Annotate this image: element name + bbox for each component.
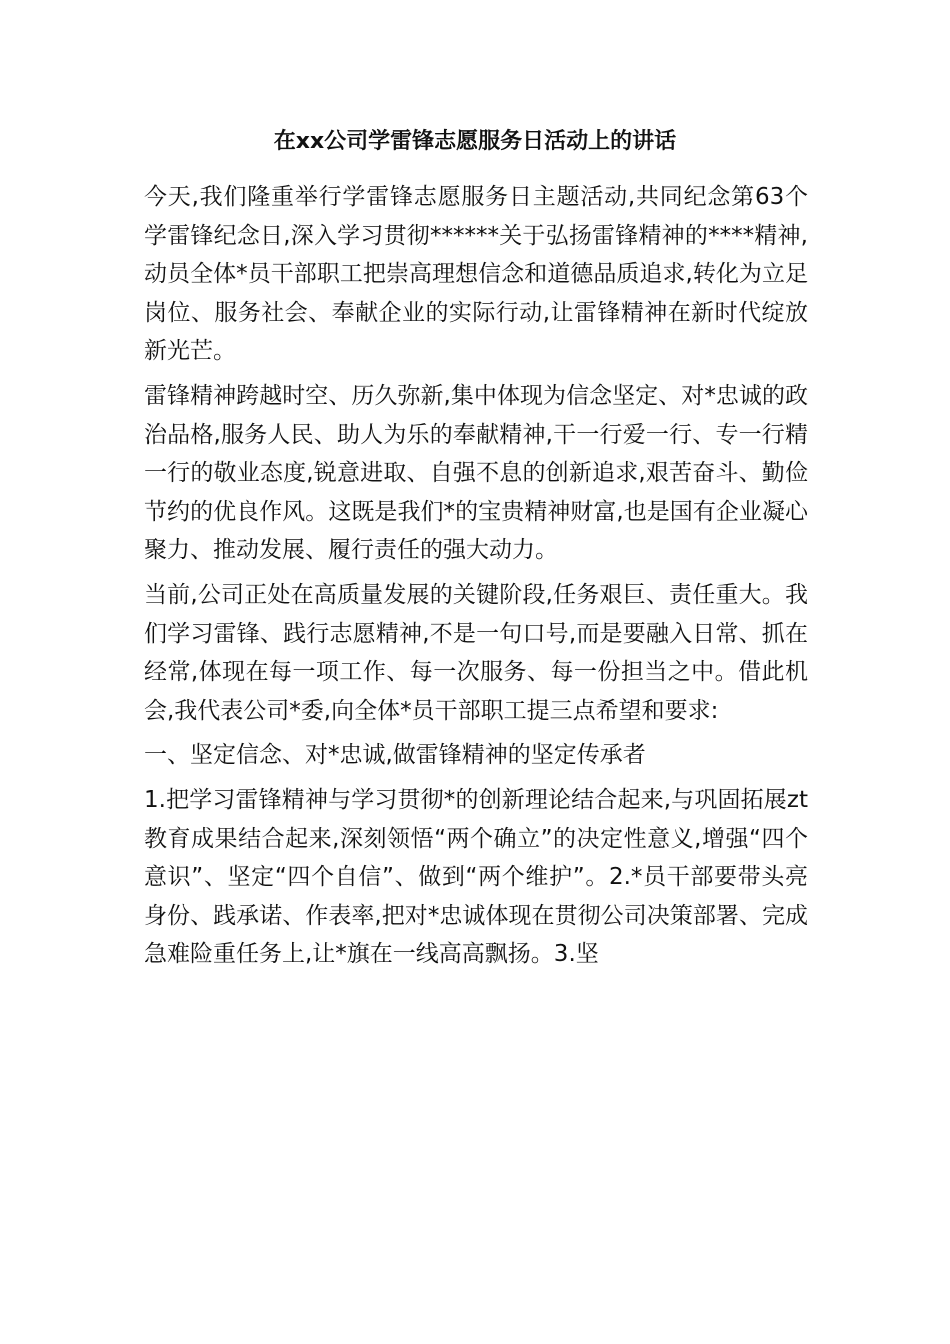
paragraph-requirements: 1.把学习雷锋精神与学习贯彻*的创新理论结合起来,与巩固拓展zt教育成果结合起来,深刻领悟“两个确立”的决定性意义,增强“四个意识”、坚定“四个自信”、做到“两个维护”。2.*员干部要带头亮身份、践承诺、作表率,把对*忠诚体现在贯彻公司决策部署、完成急难险重任务上,让*旗在一线高高飘扬。3.坚 — [144, 786, 808, 968]
paragraph-intro: 今天,我们隆重举行学雷锋志愿服务日主题活动,共同纪念第63个学雷锋纪念日,深入学习贯彻******关于弘扬雷锋精神的****精神,动员全体*员干部职工把崇高理想信念和道德品质追求,转化为立足岗位、服务社会、奉献企业的实际行动,让雷锋精神在新时代绽放新光芒。 — [144, 184, 808, 365]
section-heading-one: 一、坚定信念、对*忠诚,做雷锋精神的坚定传承者 — [144, 742, 646, 769]
document-title: 在xx公司学雷锋志愿服务日活动上的讲话 — [273, 129, 677, 154]
paragraph-leifeng-spirit: 雷锋精神跨越时空、历久弥新,集中体现为信念坚定、对*忠诚的政治品格,服务人民、助人为乐的奉献精神,干一行爱一行、专一行精一行的敬业态度,锐意进取、自强不息的创新追求,艰苦奋斗、勤俭节约的优良作风。这既是我们*的宝贵精神财富,也是国有企业凝心聚力、推动发展、履行责任的强大动力。 — [144, 382, 808, 564]
document-body — [144, 178, 808, 980]
paragraph-current-situation: 当前,公司正处在高质量发展的关键阶段,任务艰巨、责任重大。我们学习雷锋、践行志愿精神,不是一句口号,而是要融入日常、抓在经常,体现在每一项工作、每一次服务、每一份担当之中。借此机会,我代表公司*委,向全体*员干部职工提三点希望和要求: — [144, 581, 808, 724]
